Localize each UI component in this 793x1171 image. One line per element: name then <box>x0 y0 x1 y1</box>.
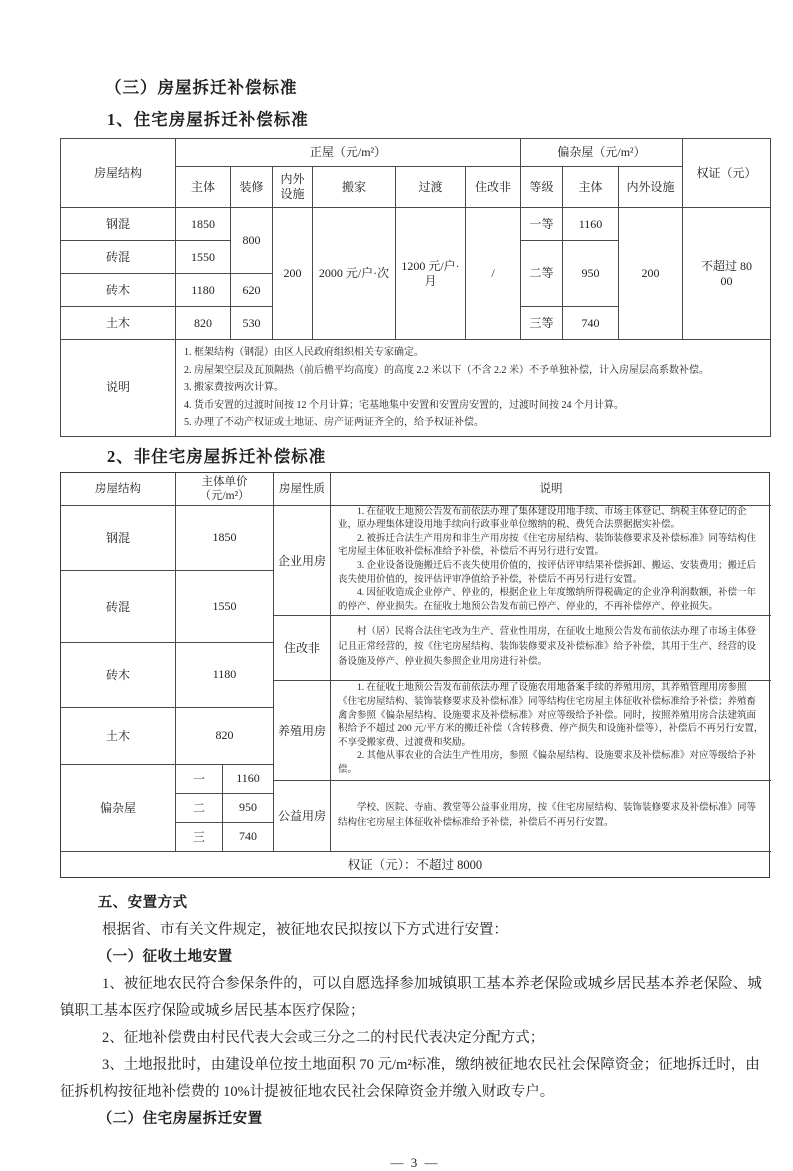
misc-grade-label: 三 <box>176 823 223 852</box>
structure-label: 钢混 <box>61 208 176 241</box>
col-structure-header: 房屋结构 <box>61 473 176 506</box>
grade-label: 三等 <box>521 307 563 340</box>
decoration-value: 620 <box>231 274 273 307</box>
grade-value: 950 <box>563 241 619 307</box>
nature-description-columns <box>274 473 771 852</box>
notes-row <box>61 340 771 437</box>
grade-value: 1160 <box>563 208 619 241</box>
table-row <box>274 781 771 852</box>
main-house-group-header: 正屋（元/m²） <box>176 139 521 167</box>
table-row <box>274 681 771 781</box>
col-description-header: 说明 <box>331 473 771 506</box>
certificate-value: 不超过 8000 <box>683 208 771 340</box>
note-line: 5. 办理了不动产权证或土地证、房产证两证齐全的，给予权证补偿。 <box>184 417 484 428</box>
non-residential-compensation-table <box>60 472 770 878</box>
section3-heading: （三）房屋拆迁补偿标准 <box>105 78 298 97</box>
page-number: — 3 — <box>390 1154 440 1170</box>
misc-grade-label: 一 <box>176 765 223 794</box>
notes-label: 说明 <box>61 340 176 437</box>
section5-intro: 根据省、市有关文件规定，被征地农民拟按以下方式进行安置： <box>102 921 509 938</box>
section5-item: 2、征地补偿费由村民代表大会或三分之二的村民代表决定分配方式； <box>102 1029 545 1046</box>
col-grade-header: 等级 <box>521 167 563 208</box>
misc-grade-value: 740 <box>223 823 274 852</box>
table-row <box>61 643 274 708</box>
section5-sub1-heading: （一）征收土地安置 <box>97 948 233 965</box>
price-value: 1550 <box>176 571 274 643</box>
col-nature-header: 房屋性质 <box>274 473 331 506</box>
body-value: 1550 <box>176 241 231 274</box>
section5-heading: 五、安置方式 <box>97 894 188 911</box>
body-value: 1850 <box>176 208 231 241</box>
section5 <box>60 890 770 1133</box>
decoration-value: 530 <box>231 307 273 340</box>
col-res-to-biz-header: 住改非 <box>466 167 521 208</box>
misc-grade-value: 950 <box>223 794 274 823</box>
col-decoration-header: 装修 <box>231 167 273 208</box>
table1-heading: 1、住宅房屋拆迁补偿标准 <box>107 110 309 129</box>
col-transition-header: 过渡 <box>396 167 466 208</box>
facilities-value: 200 <box>273 208 313 340</box>
note-line: 1. 框架结构（钢混）由区人民政府组织相关专家确定。 <box>184 347 424 358</box>
nature-label: 养殖用房 <box>274 681 331 781</box>
misc-house-label: 偏杂屋 <box>61 765 176 852</box>
structure-label: 砖木 <box>61 643 176 708</box>
grade-label: 一等 <box>521 208 563 241</box>
res-to-biz-value: / <box>466 208 521 340</box>
table-row <box>61 708 274 765</box>
grade-value: 740 <box>563 307 619 340</box>
structure-label: 钢混 <box>61 506 176 571</box>
structure-label: 砖木 <box>61 274 176 307</box>
price-value: 1180 <box>176 643 274 708</box>
table-row <box>274 616 771 681</box>
nature-label: 公益用房 <box>274 781 331 852</box>
misc-facilities-value: 200 <box>619 208 683 340</box>
nature-label: 住改非 <box>274 616 331 681</box>
col-misc-body-header: 主体 <box>563 167 619 208</box>
price-value: 1850 <box>176 506 274 571</box>
section5-sub2-heading: （二）住宅房屋拆迁安置 <box>97 1110 263 1127</box>
body-value: 820 <box>176 307 231 340</box>
col-body-header: 主体 <box>176 167 231 208</box>
residential-compensation-table <box>60 138 771 437</box>
structure-label: 砖混 <box>61 571 176 643</box>
body-value: 1180 <box>176 274 231 307</box>
misc-grade-value: 1160 <box>223 765 274 794</box>
nature-description: 1. 在征收土地预公告发布前依法办理了设施农用地备案手续的养殖用房，其养殖管理用房参照《住宅房屋结构、装饰装修要求及补偿标准》同等结构住宅房屋主体征收补偿标准给予补偿；养殖畜禽舍参照《偏杂屋结构、设施要求及补偿标准》对应等级给予补偿。同时，按照养殖用房合法建筑面积给予不超过 200 元/平方米的搬迁补偿（含转移费、停产损失和设施补偿等），补偿后不再另行安置，不享受搬家费、过渡费和奖励。 2. 其他从事农业的合法生产性用房，参照《偏杂屋结构、设施要求及补偿标准》对应等级给予补偿。 <box>331 681 771 781</box>
notes-content <box>176 340 771 437</box>
structure-price-columns <box>61 473 274 852</box>
col-facilities-header: 内外设施 <box>273 167 313 208</box>
col-structure-header: 房屋结构 <box>61 139 176 208</box>
table-row <box>61 571 274 643</box>
misc-house-row <box>61 765 274 852</box>
note-line: 2. 房屋架空层及瓦顶隔热（前后檐平均高度）的高度 2.2 米以下（不含 2.2 米）不予单独补偿，计入房屋层高系数补偿。 <box>184 364 709 376</box>
transition-value: 1200 元/户·月 <box>396 208 466 340</box>
price-value: 820 <box>176 708 274 765</box>
col-misc-facilities-header: 内外设施 <box>619 167 683 208</box>
misc-house-group-header: 偏杂屋（元/m²） <box>521 139 683 167</box>
table2-heading: 2、非住宅房屋拆迁补偿标准 <box>107 446 327 466</box>
nature-label: 企业用房 <box>274 506 331 616</box>
structure-label: 砖混 <box>61 241 176 274</box>
moving-value: 2000 元/户·次 <box>313 208 396 340</box>
table-row <box>274 506 771 616</box>
decoration-value: 800 <box>231 208 273 274</box>
nature-description: 村（居）民将合法住宅改为生产、营业性用房，在征收土地预公告发布前依法办理了市场主体登记且正常经营的，按《住宅房屋结构、装饰装修要求及补偿标准》给予补偿，其用于生产、经营的设备设施及停产、停业损失参照企业用房进行补偿。 <box>331 616 771 681</box>
col-price-header: 主体单价 （元/m²） <box>176 473 274 506</box>
section5-item: 1、被征地农民符合参保条件的，可以自愿选择参加城镇职工基本养老保险或城乡居民基本养老保险、城镇职工基本医疗保险或城乡居民基本医疗保险； <box>60 975 762 1019</box>
document-page <box>60 0 770 1171</box>
table-row <box>61 506 274 571</box>
note-line: 4. 货币安置的过渡时间按 12 个月计算；宅基地集中安置和安置房安置的，过渡时间按 24 个月计算。 <box>184 399 624 411</box>
col-moving-header: 搬家 <box>313 167 396 208</box>
certificate-footer: 权证（元）：不超过 8000 <box>347 858 483 872</box>
structure-label: 土木 <box>61 307 176 340</box>
nature-description: 1. 在征收土地预公告发布前依法办理了集体建设用地手续、市场主体登记、纳税主体登记的企业，原办理集体建设用地手续向行政事业单位缴纳的税、费凭合法票据据实补偿。 2. 被拆迁合法生产用房和非生产用房按《住宅房屋结构、装饰装修要求及补偿标准》同等结构住宅房屋主体征收补偿标准给予补偿，补偿后不再另行进行安置。 3. 企业设备设施搬迁后不丧失使用价值的，按评估评审结果补偿拆卸、搬运、安装费用；搬迁后丧失使用价值的，按评估评审净值给予补偿，补偿后不再另行进行安置。 4. 因征收造成企业停产、停业的，根据企业上年度缴纳所得税确定的企业净利润数额，补偿一年的停产、停业损失。在征收土地预公告发布前已停产、停业的，不再补偿停产、停业损失。 <box>331 506 771 616</box>
structure-label: 土木 <box>61 708 176 765</box>
section5-item: 3、土地报批时，由建设单位按土地面积 70 元/m²标准，缴纳被征地农民社会保障资金；征地拆迁时，由征拆机构按征地补偿费的 10%计提被征地农民社会保障资金并缴入财政专户。 <box>60 1056 760 1100</box>
certificate-header: 权证（元） <box>683 139 771 208</box>
note-line: 3. 搬家费按两次计算。 <box>184 382 284 393</box>
grade-label: 二等 <box>521 241 563 307</box>
table-row <box>61 208 771 241</box>
nature-description: 学校、医院、寺庙、教堂等公益事业用房，按《住宅房屋结构、装饰装修要求及补偿标准》同等结构住宅房屋主体征收补偿标准给予补偿，补偿后不再另行安置。 <box>331 781 771 852</box>
misc-grade-label: 二 <box>176 794 223 823</box>
